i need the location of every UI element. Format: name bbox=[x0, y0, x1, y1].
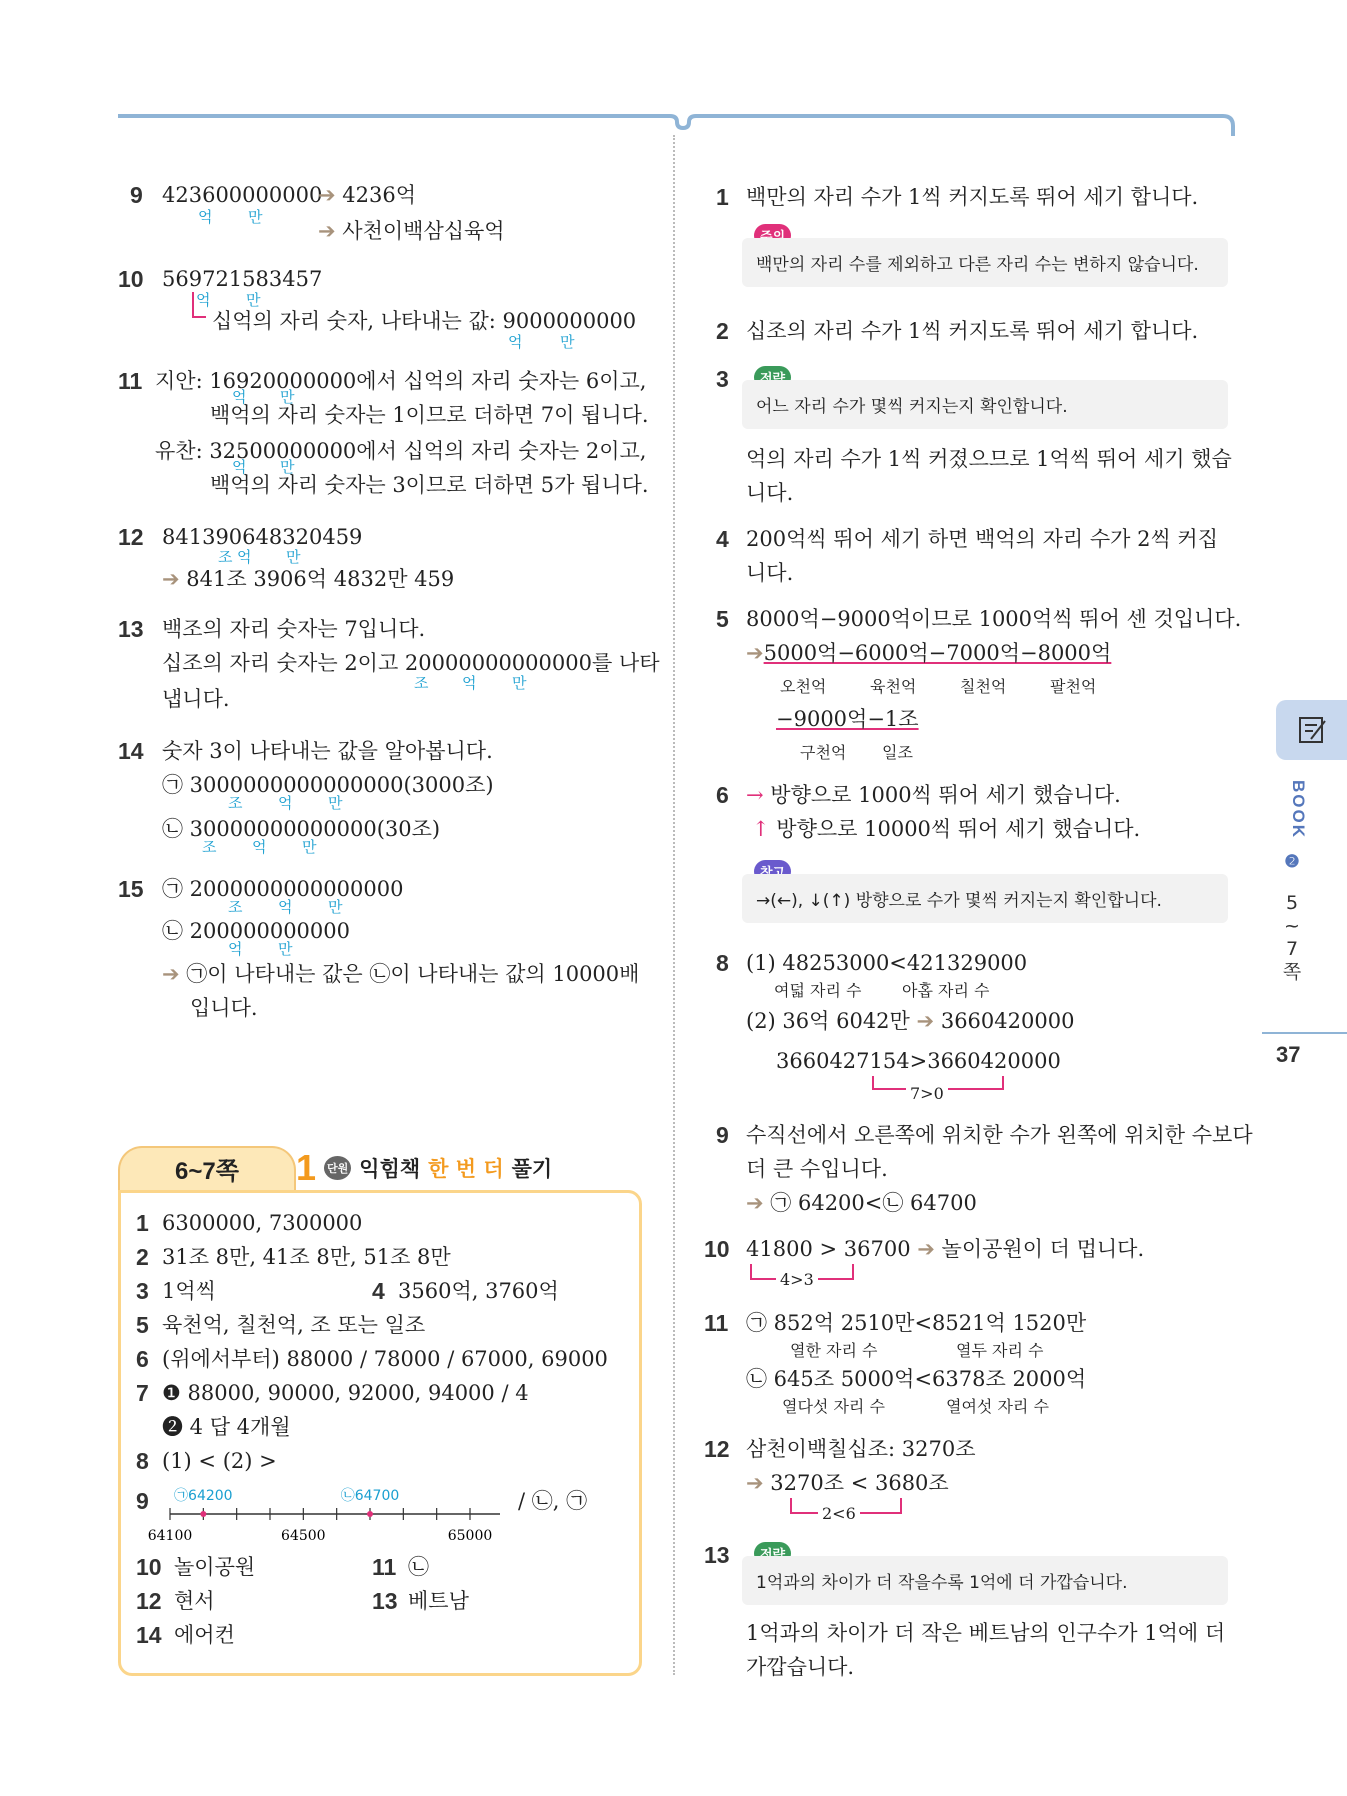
label-eok: 억 bbox=[228, 940, 243, 958]
rq9-result: ㉠ 64200<㉡ 64700 bbox=[770, 1191, 977, 1215]
q15-num: 15 bbox=[118, 876, 144, 902]
q9-result1: 4236억 bbox=[342, 183, 417, 207]
rq4-text: 200억씩 뛰어 세기 하면 백억의 자리 수가 2씩 커집 bbox=[746, 527, 1218, 551]
word: 열여섯 자리 수 bbox=[946, 1397, 1049, 1416]
compare-label: 4>3 bbox=[776, 1270, 818, 1289]
up-arrow-icon: ↑ bbox=[752, 817, 770, 841]
label-man: 만 bbox=[328, 794, 343, 812]
point-b bbox=[367, 1511, 373, 1517]
book-icon-tab bbox=[1276, 700, 1347, 760]
ans-num: 4 bbox=[372, 1278, 385, 1304]
label-jo: 조 bbox=[218, 548, 233, 566]
label-eok: 억 bbox=[196, 291, 211, 309]
ans-num: 3 bbox=[136, 1278, 149, 1304]
word: 여덟 자리 수 bbox=[774, 981, 862, 1000]
point-b-label: ㉡64700 bbox=[340, 1488, 400, 1504]
label-man: 만 bbox=[286, 548, 301, 566]
book-label: BOOK bbox=[1289, 780, 1308, 839]
label-eok: 억 bbox=[252, 838, 267, 856]
tick-label: 64100 bbox=[147, 1528, 193, 1544]
q10-line2: 십억의 자리 숫자, 나타내는 값: 9000000000 bbox=[212, 309, 637, 333]
rq11-text: ㉠ 852억 2510만<8521억 1520만 bbox=[746, 1311, 1087, 1335]
rq2-num: 2 bbox=[716, 318, 729, 344]
word: 열다섯 자리 수 bbox=[782, 1397, 885, 1416]
notebook-icon bbox=[1297, 715, 1327, 745]
compare-label: 2<6 bbox=[818, 1504, 860, 1523]
ans-text: / ㉡, ㉠ bbox=[518, 1489, 588, 1513]
title-part2: 한 번 더 bbox=[428, 1157, 504, 1181]
unit-tag: 단원 bbox=[324, 1156, 351, 1180]
label-man: 만 bbox=[512, 674, 527, 692]
arrow-icon: ➔ bbox=[746, 641, 764, 665]
ans-text: 6300000, 7300000 bbox=[162, 1211, 363, 1235]
book-number: ❷ bbox=[1284, 852, 1300, 871]
q13-line2: 십조의 자리 숫자는 2이고 20000000000000를 나타 bbox=[162, 651, 660, 675]
arrow-icon: ➔ bbox=[318, 219, 336, 243]
label-eok: 억 bbox=[232, 458, 247, 476]
rq10-result: 놀이공원이 더 멉니다. bbox=[941, 1237, 1145, 1261]
rq8-compare: 3660427154>3660420000 bbox=[776, 1049, 1061, 1073]
arrow-icon: ➔ bbox=[746, 1471, 764, 1495]
column-divider bbox=[673, 135, 675, 1675]
ans-num: 1 bbox=[136, 1210, 149, 1236]
word: 열한 자리 수 bbox=[790, 1341, 878, 1360]
rq11-num: 11 bbox=[704, 1310, 729, 1336]
strategy-box: 1억과의 차이가 더 작을수록 1억에 더 가깝습니다. bbox=[742, 1556, 1228, 1605]
title-part3: 풀기 bbox=[511, 1157, 553, 1181]
rq13-text: 가깝습니다. bbox=[746, 1655, 855, 1679]
reference-box: →(←), ↓(↑) 방향으로 수가 몇씩 커지는지 확인합니다. bbox=[742, 874, 1228, 923]
label-eok: 억 bbox=[278, 794, 293, 812]
ans-num: 13 bbox=[372, 1588, 398, 1614]
rq5-seq: 5000억−6000억−7000억−8000억 bbox=[763, 641, 1112, 665]
top-rule bbox=[115, 108, 1235, 138]
strategy-box: 어느 자리 수가 몇씩 커지는지 확인합니다. bbox=[742, 380, 1228, 429]
ans-num: 5 bbox=[136, 1312, 149, 1338]
section-tab: 6~7쪽 bbox=[118, 1146, 296, 1196]
ans-num: 9 bbox=[136, 1488, 149, 1514]
ans-text: ❷ 4 답 4개월 bbox=[162, 1415, 291, 1439]
ans-num: 7 bbox=[136, 1380, 149, 1406]
rq13-num: 13 bbox=[704, 1542, 730, 1568]
rq12-compare: 3270조 < 3680조 bbox=[770, 1471, 949, 1495]
rq9-text: 수직선에서 오른쪽에 위치한 수가 왼쪽에 위치한 수보다 bbox=[746, 1123, 1253, 1147]
label-eok: 억 bbox=[198, 208, 213, 226]
q11-line4: 백억의 자리 숫자는 3이므로 더하면 5가 됩니다. bbox=[210, 473, 649, 497]
word: 칠천억 bbox=[960, 677, 1007, 696]
ans-text: 놀이공원 bbox=[174, 1555, 256, 1579]
rq6-text: 방향으로 10000씩 뛰어 세기 했습니다. bbox=[776, 817, 1141, 841]
ans-num: 2 bbox=[136, 1244, 149, 1270]
arrow-icon: ➔ bbox=[162, 567, 180, 591]
label-jo: 조 bbox=[414, 674, 429, 692]
rq2-text: 십조의 자리 수가 1씩 커지도록 뛰어 세기 합니다. bbox=[746, 319, 1199, 343]
q15-line4: 입니다. bbox=[190, 996, 258, 1020]
q13-line3: 냅니다. bbox=[162, 687, 230, 711]
rq3-text: 억의 자리 수가 1씩 커졌으므로 1억씩 뛰어 세기 했습 bbox=[746, 447, 1232, 471]
title-part1: 익힘책 bbox=[359, 1157, 421, 1181]
tick-label: 65000 bbox=[447, 1528, 493, 1544]
label-man: 만 bbox=[280, 458, 295, 476]
ans-text: 에어컨 bbox=[174, 1623, 235, 1647]
rq3-num: 3 bbox=[716, 366, 729, 392]
rq6-text: 방향으로 1000씩 뛰어 세기 했습니다. bbox=[770, 783, 1121, 807]
q15-line1: ㉠ 2000000000000000 bbox=[162, 877, 404, 901]
rq9-num: 9 bbox=[716, 1122, 729, 1148]
ans-text: 1억씩 bbox=[162, 1279, 216, 1303]
label-eok: 억 bbox=[462, 674, 477, 692]
page-rule bbox=[1262, 1032, 1347, 1034]
word: 열두 자리 수 bbox=[956, 1341, 1044, 1360]
rq12-num: 12 bbox=[704, 1436, 730, 1462]
q14-line1: 숫자 3이 나타내는 값을 알아봅니다. bbox=[162, 739, 493, 763]
q9-num: 9 bbox=[130, 182, 143, 208]
arrow-icon: ➔ bbox=[746, 1191, 764, 1215]
ans-text: (위에서부터) 88000 / 78000 / 67000, 69000 bbox=[162, 1347, 608, 1371]
q10-num: 10 bbox=[118, 266, 144, 292]
rq8-result: 3660420000 bbox=[940, 1009, 1075, 1033]
q11-num: 11 bbox=[118, 368, 143, 394]
rq1-num: 1 bbox=[716, 184, 729, 210]
rq8-text: (1) 48253000<421329000 bbox=[746, 951, 1028, 975]
q9-line1: 423600000000 bbox=[162, 183, 323, 207]
q14-line3: ㉡ 30000000000000(30조) bbox=[162, 817, 441, 841]
ans-num: 11 bbox=[372, 1554, 397, 1580]
q10-line1: 569721583457 bbox=[162, 267, 323, 291]
arrow-icon: ➔ bbox=[318, 183, 336, 207]
rq6-num: 6 bbox=[716, 782, 729, 808]
ans-text: ❶ 88000, 90000, 92000, 94000 / 4 bbox=[162, 1381, 529, 1405]
ans-text: (1) < (2) > bbox=[162, 1449, 277, 1473]
point-a bbox=[200, 1511, 206, 1517]
rq9-text: 더 큰 수입니다. bbox=[746, 1157, 888, 1181]
compare-label: 7>0 bbox=[906, 1084, 948, 1103]
label-man: 만 bbox=[328, 898, 343, 916]
ans-text: ㉡ bbox=[408, 1555, 429, 1579]
page-range: 5~7쪽 bbox=[1282, 892, 1302, 983]
bracket bbox=[192, 292, 206, 318]
ans-text: 3560억, 3760억 bbox=[398, 1279, 559, 1303]
rq8-text: (2) 36억 6042만 bbox=[746, 1009, 910, 1033]
q12-line1: 841390648320459 bbox=[162, 525, 363, 549]
label-eok: 억 bbox=[508, 333, 523, 351]
unit-number: 1 bbox=[296, 1147, 317, 1188]
number-line bbox=[147, 1480, 520, 1544]
right-arrow-icon: → bbox=[746, 783, 764, 807]
ans-text: 현서 bbox=[174, 1589, 215, 1613]
ans-num: 6 bbox=[136, 1346, 149, 1372]
q13-num: 13 bbox=[118, 616, 144, 642]
q15-line3: ㉠이 나타내는 값은 ㉡이 나타내는 값의 10000배 bbox=[186, 962, 640, 986]
label-man: 만 bbox=[560, 333, 575, 351]
label-eok: 억 bbox=[237, 548, 252, 566]
rq3-text: 니다. bbox=[746, 481, 794, 505]
label-eok: 억 bbox=[232, 388, 247, 406]
q9-result2: 사천이백삼십육억 bbox=[342, 219, 505, 243]
label-man: 만 bbox=[280, 388, 295, 406]
label-man: 만 bbox=[278, 940, 293, 958]
point-a-label: ㉠64200 bbox=[174, 1488, 233, 1504]
rq5-seq2: −9000억−1조 bbox=[776, 707, 919, 731]
arrow-icon: ➔ bbox=[162, 962, 180, 986]
rq8-num: 8 bbox=[716, 950, 729, 976]
ans-num: 14 bbox=[136, 1622, 162, 1648]
rq12-text: 삼천이백칠십조: 3270조 bbox=[746, 1437, 976, 1461]
tick-label: 64500 bbox=[281, 1528, 326, 1544]
label-jo: 조 bbox=[202, 838, 217, 856]
q14-num: 14 bbox=[118, 738, 144, 764]
q12-num: 12 bbox=[118, 524, 144, 550]
rq4-text: 니다. bbox=[746, 561, 794, 585]
label-man: 만 bbox=[246, 291, 261, 309]
q11-line1: 지안: 16920000000에서 십억의 자리 숫자는 6이고, bbox=[155, 369, 647, 393]
ans-text: 31조 8만, 41조 8만, 51조 8만 bbox=[162, 1245, 451, 1269]
word: 육천억 bbox=[870, 677, 917, 696]
arrow-icon: ➔ bbox=[917, 1237, 935, 1261]
caution-box: 백만의 자리 수를 제외하고 다른 자리 수는 변하지 않습니다. bbox=[742, 238, 1228, 287]
rq1-text: 백만의 자리 수가 1씩 커지도록 뛰어 세기 합니다. bbox=[746, 185, 1199, 209]
rq4-num: 4 bbox=[716, 526, 729, 552]
ans-text: 베트남 bbox=[408, 1589, 469, 1613]
word: 팔천억 bbox=[1050, 677, 1097, 696]
rq11-text: ㉡ 645조 5000억<6378조 2000억 bbox=[746, 1367, 1087, 1391]
q15-line2: ㉡ 200000000000 bbox=[162, 919, 351, 943]
ans-text: 육천억, 칠천억, 조 또는 일조 bbox=[162, 1313, 426, 1337]
rq10-compare: 41800 > 36700 bbox=[746, 1237, 911, 1261]
page-number: 37 bbox=[1276, 1042, 1301, 1067]
rq10-num: 10 bbox=[704, 1236, 730, 1262]
q13-line1: 백조의 자리 숫자는 7입니다. bbox=[162, 617, 426, 641]
word: 구천억 bbox=[800, 743, 847, 762]
word: 일조 bbox=[882, 743, 913, 762]
rq5-text: 8000억−9000억이므로 1000억씩 뛰어 센 것입니다. bbox=[746, 607, 1242, 631]
ans-num: 12 bbox=[136, 1588, 162, 1614]
word: 오천억 bbox=[780, 677, 827, 696]
arrow-icon: ➔ bbox=[916, 1009, 935, 1033]
q11-line2: 백억의 자리 숫자는 1이므로 더하면 7이 됩니다. bbox=[210, 403, 649, 427]
q11-line3: 유찬: 32500000000에서 십억의 자리 숫자는 2이고, bbox=[155, 439, 647, 463]
ans-num: 8 bbox=[136, 1448, 149, 1474]
label-man: 만 bbox=[248, 208, 263, 226]
rq13-text: 1억과의 차이가 더 작은 베트남의 인구수가 1억에 더 bbox=[746, 1621, 1226, 1645]
label-man: 만 bbox=[302, 838, 317, 856]
q14-line2: ㉠ 3000000000000000(3000조) bbox=[162, 773, 494, 797]
label-jo: 조 bbox=[228, 898, 243, 916]
word: 아홉 자리 수 bbox=[902, 981, 990, 1000]
label-eok: 억 bbox=[278, 898, 293, 916]
rq5-num: 5 bbox=[716, 606, 729, 632]
q12-line2: 841조 3906억 4832만 459 bbox=[186, 567, 455, 591]
label-jo: 조 bbox=[228, 794, 243, 812]
ans-num: 10 bbox=[136, 1554, 162, 1580]
